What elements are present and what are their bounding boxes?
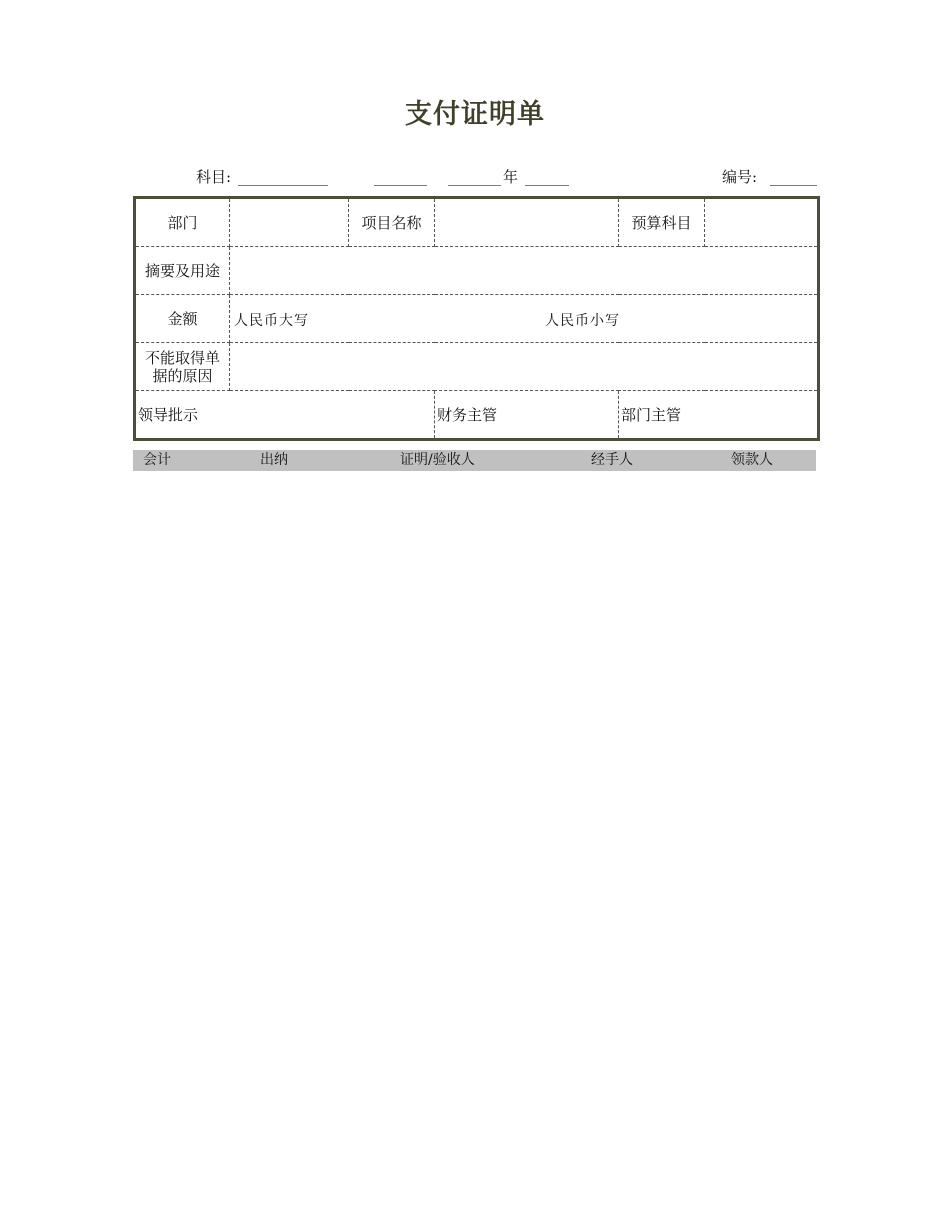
finance-supervisor-label: 财务主管 <box>437 406 498 424</box>
amount-field[interactable] <box>230 295 819 343</box>
year-label: 年 <box>503 168 519 186</box>
dept-field[interactable] <box>230 198 349 247</box>
day-field[interactable] <box>525 185 569 186</box>
rmb-lower-label: 人民币小写 <box>545 313 620 329</box>
finance-supervisor-cell[interactable] <box>435 391 619 440</box>
table-row <box>135 198 819 247</box>
summary-label: 摘要及用途 <box>135 247 230 295</box>
no-receipt-reason-line2: 据的原因 <box>152 366 213 385</box>
table-row <box>135 295 819 343</box>
signature-cashier: 出纳 <box>260 452 288 468</box>
budget-subject-label: 预算科目 <box>619 198 705 247</box>
leader-approval-cell[interactable] <box>135 391 435 440</box>
signature-accountant: 会计 <box>143 452 171 468</box>
leader-approval-label: 领导批示 <box>138 406 199 424</box>
header-meta-row <box>0 166 950 190</box>
rmb-upper-label: 人民币大写 <box>234 313 309 329</box>
table-row <box>135 343 819 391</box>
dept-supervisor-cell[interactable] <box>619 391 819 440</box>
subject-label: 科目: <box>196 168 232 186</box>
month-field[interactable] <box>374 185 427 186</box>
signature-verifier: 证明/验收人 <box>400 452 475 468</box>
signature-payee: 领款人 <box>731 452 773 468</box>
budget-subject-field[interactable] <box>705 198 819 247</box>
no-receipt-reason-field[interactable] <box>230 343 819 391</box>
project-name-field[interactable] <box>435 198 619 247</box>
summary-field[interactable] <box>230 247 819 295</box>
no-receipt-reason-label <box>135 343 230 391</box>
payment-form-table <box>133 196 820 441</box>
dept-supervisor-label: 部门主管 <box>621 406 682 424</box>
year-field[interactable] <box>448 185 501 186</box>
signature-handler: 经手人 <box>591 452 633 468</box>
subject-field[interactable] <box>238 185 328 186</box>
project-name-label: 项目名称 <box>349 198 435 247</box>
number-field[interactable] <box>770 185 817 186</box>
page-title: 支付证明单 <box>405 99 545 130</box>
no-receipt-reason-line1: 不能取得单 <box>144 348 220 367</box>
dept-label: 部门 <box>135 198 230 247</box>
table-row <box>135 391 819 440</box>
number-label: 编号: <box>722 168 758 186</box>
amount-label: 金额 <box>135 295 230 343</box>
table-row <box>135 247 819 295</box>
signature-bar <box>133 450 816 471</box>
